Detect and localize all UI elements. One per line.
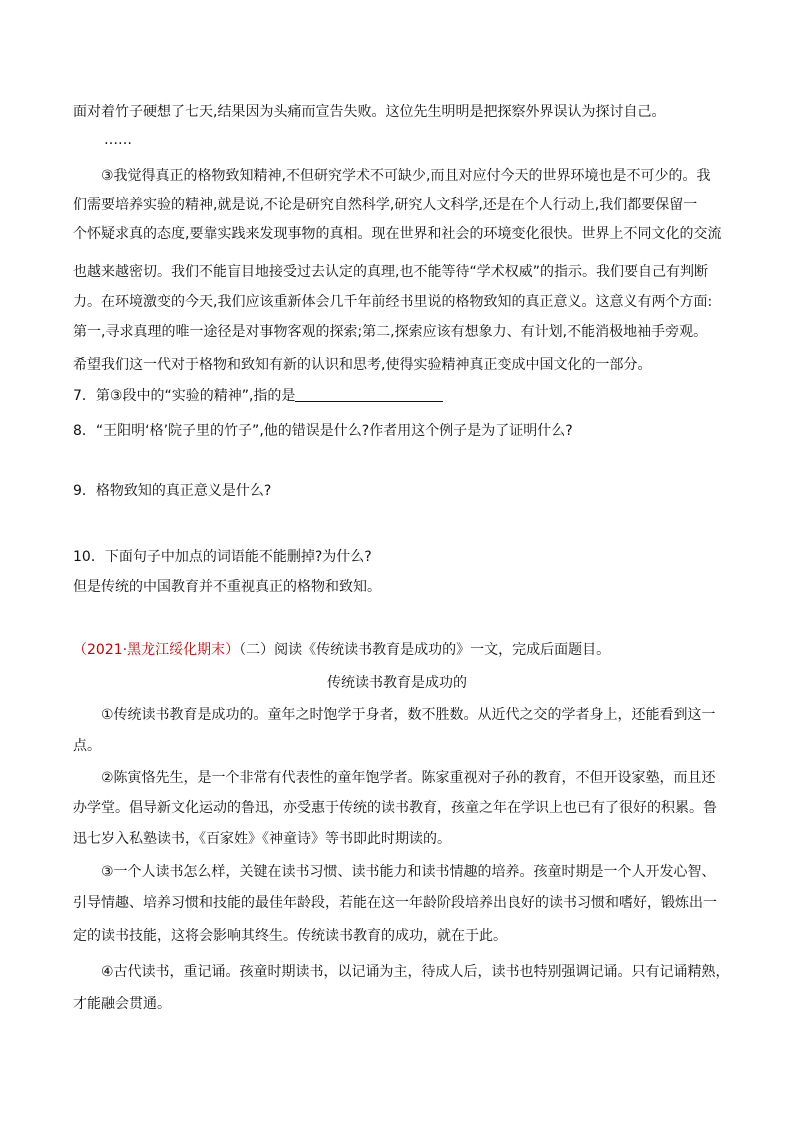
question-10: 10．下面句子中加点的词语能不能删掉?为什么? — [73, 549, 372, 565]
ellipsis: …… — [104, 132, 132, 148]
question-8: 8．“王阳明‘格’院子里的竹子”,他的错误是什么?作者用这个例子是为了证明什么? — [73, 423, 573, 439]
paragraph-line: 引导情趣、培养习惯和技能的最佳年龄段，若能在这一年龄阶段培养出良好的读书习惯和嗜好，锻炼出一 — [73, 895, 717, 911]
paragraph-line: ④古代读书，重记诵。孩童时期读书，以记诵为主，待成人后，读书也特别强调记诵。只有记诵精熟， — [101, 964, 730, 980]
question-10-sentence: 但是传统的中国教育并不重视真正的格物和致知。 — [73, 579, 381, 595]
paragraph-line: 力。在环境激变的今天,我们应该重新体会几千年前经书里说的格物致知的真正意义。这意义有两个方面: — [73, 294, 713, 310]
paragraph-line: 迅七岁入私塾读书，《百家姓》《神童诗》等书即此时期读的。 — [73, 831, 451, 847]
section-heading — [73, 640, 723, 660]
paragraph-line: 定的读书技能，这将会影响其终生。传统读书教育的成功，就在于此。 — [73, 928, 507, 944]
paragraph-line: 办学堂。倡导新文化运动的鲁迅，亦受惠于传统的读书教育，孩童之年在学识上也已有了很好的积累。鲁 — [73, 800, 717, 816]
paragraph-line: ①传统读书教育是成功的。童年之时饱学于身者，数不胜数。从近代之交的学者身上，还能看到这一 — [101, 707, 716, 723]
section-intro: （二）阅读《传统读书教育是成功的》一文，完成后面题目。 — [239, 642, 611, 658]
paragraph-line: 点。 — [73, 738, 101, 754]
paragraph-line: 个怀疑求真的态度,要靠实践来发现事物的真相。现在世界和社会的环境变化很快。世界上不同文化的交流 — [73, 226, 722, 242]
question-9: 9．格物致知的真正意义是什么? — [73, 483, 272, 499]
source-label: （2021·黑龙江绥化期末） — [73, 642, 240, 658]
paragraph-line: 希望我们这一代对于格物和致知有新的认识和思考,使得实验精神真正变成中国文化的一部分。 — [73, 357, 652, 373]
paragraph-line: ③我觉得真正的格物致知精神,不但研究学术不可缺少,而且对应付今天的世界环境也是不可少的。我 — [101, 168, 711, 184]
question-7 — [73, 386, 723, 406]
passage-line: 面对着竹子硬想了七天,结果因为头痛而宣告失败。这位先生明明是把探察外界误认为探讨自己。 — [73, 104, 666, 120]
answer-blank[interactable] — [295, 387, 443, 402]
paragraph-line: 们需要培养实验的精神,就是说,不论是研究自然科学,研究人文科学,还是在个人行动上,我们都要保留一 — [73, 197, 698, 213]
article-title: 传统读书教育是成功的 — [327, 675, 467, 691]
paragraph-line: ②陈寅恪先生，是一个非常有代表性的童年饱学者。陈家重视对子孙的教育，不但开设家塾，而且还 — [101, 770, 716, 786]
paragraph-line: 第一,寻求真理的唯一途径是对事物客观的探索;第二,探索应该有想象力、有计划,不能消极地袖手旁观。 — [73, 324, 708, 340]
question-7-text: 7．第③段中的“实验的精神”,指的是 — [73, 388, 296, 404]
paragraph-line: 也越来越密切。我们不能盲目地接受过去认定的真理,也不能等待“学术权威”的指示。我们要自己有判断 — [73, 264, 708, 280]
paragraph-line: ③一个人读书怎么样，关键在读书习惯、读书能力和读书情趣的培养。孩童时期是一个人开发心智、 — [101, 864, 716, 880]
paragraph-line: 才能融会贯通。 — [73, 996, 171, 1012]
